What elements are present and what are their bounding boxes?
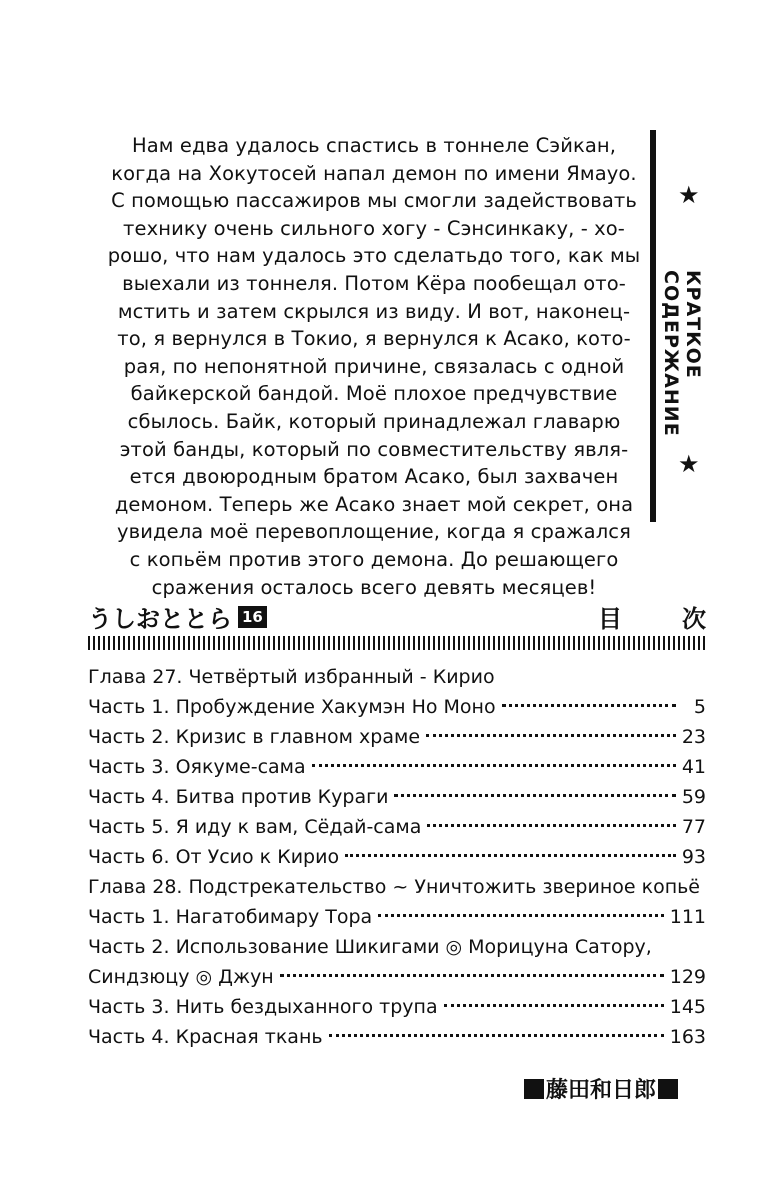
toc-entry[interactable] [88, 722, 706, 752]
dot-leader [426, 733, 676, 737]
summary-line: демоном. Теперь же Асако знает мой секрет, она [114, 492, 634, 516]
toc-entry-title: Часть 3. Оякуме-сама [88, 756, 306, 778]
toc-entry[interactable] [88, 902, 706, 932]
author-name: 藤田和日郎 [546, 1078, 657, 1103]
summary-line: выехали из тоннеля. Потом Кёра пообещал ото- [122, 271, 626, 295]
star-icon: ★ [678, 181, 700, 209]
toc-entry-page: 23 [681, 726, 706, 748]
summary-line: сражения осталось всего девять месяцев! [151, 575, 597, 599]
dot-leader [444, 1003, 664, 1007]
summary-line: с копьём против этого демона. До решающего [129, 547, 619, 571]
summary-line: рошо, что нам удалось это сделатьдо того, как мы [107, 244, 641, 268]
toc-entry[interactable] [88, 692, 706, 722]
summary-line: увидела моё перевоплощение, когда я сражался [117, 520, 631, 544]
summary-text [100, 132, 648, 601]
toc-entry[interactable] [88, 812, 706, 842]
summary-line: мстить и затем скрылся из виду. И вот, наконец- [117, 299, 631, 323]
toc-entry-page: 77 [681, 816, 706, 838]
toc-entry-title: Часть 3. Нить бездыханного трупа [88, 996, 438, 1018]
dot-leader [427, 823, 675, 827]
summary-line: этой банды, который по совместительству явля- [119, 437, 629, 461]
summary-line: С помощью пассажиров мы смогли задействовать [111, 189, 637, 213]
toc-entry-page: 59 [681, 786, 706, 808]
dot-leader [329, 1033, 664, 1037]
summary-line: то, я вернулся в Токио, я вернулся к Асако, кото- [117, 327, 631, 351]
series-title-text: うしおととら [88, 605, 232, 633]
toc-entry[interactable] [88, 782, 706, 812]
summary-side-title [660, 270, 704, 437]
dot-leader [345, 853, 676, 857]
toc-entry-title-line: Часть 2. Использование Шикигами ◎ Морицуна Сатору, [88, 936, 652, 958]
square-bullet-icon [658, 1079, 678, 1099]
summary-line: когда на Хокутосей напал демон по имени Ямауо. [111, 161, 637, 185]
summary-line: байкерской бандой. Моё плохое предчувствие [130, 382, 618, 406]
contents-title [598, 599, 706, 634]
summary-line: технику очень сильного хогу - Сэнсинкаку, - хо- [123, 216, 625, 240]
toc-entry-title: Часть 4. Красная ткань [88, 1026, 323, 1048]
volume-badge: 16 [238, 606, 267, 628]
toc-entry[interactable] [88, 1022, 706, 1052]
series-title [88, 599, 267, 634]
toc-entry-title: Часть 1. Пробуждение Хакумэн Но Моно [88, 696, 496, 718]
contents-char: 次 [682, 605, 706, 633]
square-bullet-icon [524, 1079, 544, 1099]
toc-entry[interactable] [88, 842, 706, 872]
toc-entry-page: 129 [669, 966, 706, 988]
dot-leader [280, 973, 664, 977]
dot-leader [502, 703, 676, 707]
toc-entry-page: 163 [669, 1026, 706, 1048]
dot-leader [312, 763, 676, 767]
toc-entry-title: Часть 1. Нагатобимару Тора [88, 906, 373, 928]
dot-leader [378, 913, 664, 917]
decorative-ruler [88, 636, 706, 650]
summary-line: ется двоюродным братом Асако, был захвачен [129, 465, 619, 489]
table-of-contents [88, 662, 706, 1052]
toc-entry[interactable] [88, 992, 706, 1022]
toc-entry-title: Часть 2. Кризис в главном храме [88, 726, 421, 748]
summary-line: сбылось. Байк, который принадлежал главарю [127, 409, 621, 433]
summary-line: рая, по непонятной причине, связалась с одной [123, 354, 625, 378]
side-title-line: КРАТКОЕ [682, 270, 704, 379]
toc-chapter-heading: Глава 28. Подстрекательство ~ Уничтожить звериное копьё [88, 876, 700, 898]
toc-entry-page: 145 [669, 996, 706, 1018]
toc-entry-page: 41 [681, 756, 706, 778]
summary-divider [650, 130, 656, 522]
toc-entry-title: Часть 4. Битва против Кураги [88, 786, 389, 808]
toc-entry-title: Часть 6. От Усио к Кирио [88, 846, 340, 868]
author-credit [522, 1073, 680, 1104]
dot-leader [394, 793, 675, 797]
contents-char: 目 [598, 605, 622, 633]
toc-entry[interactable] [88, 752, 706, 782]
toc-entry[interactable] [88, 962, 706, 992]
side-title-line: СОДЕРЖАНИЕ [660, 270, 682, 437]
toc-entry-title: Часть 5. Я иду к вам, Сёдай-сама [88, 816, 422, 838]
star-icon: ★ [678, 450, 700, 478]
toc-chapter-heading: Глава 27. Четвёртый избранный - Кирио [88, 666, 495, 688]
toc-entry-page: 5 [693, 696, 706, 718]
toc-entry-page: 111 [669, 906, 706, 928]
summary-line: Нам едва удалось спастись в тоннеле Сэйкан, [131, 134, 617, 157]
toc-entry-page: 93 [681, 846, 706, 868]
toc-entry-title: Синдзюцу ◎ Джун [88, 966, 274, 988]
